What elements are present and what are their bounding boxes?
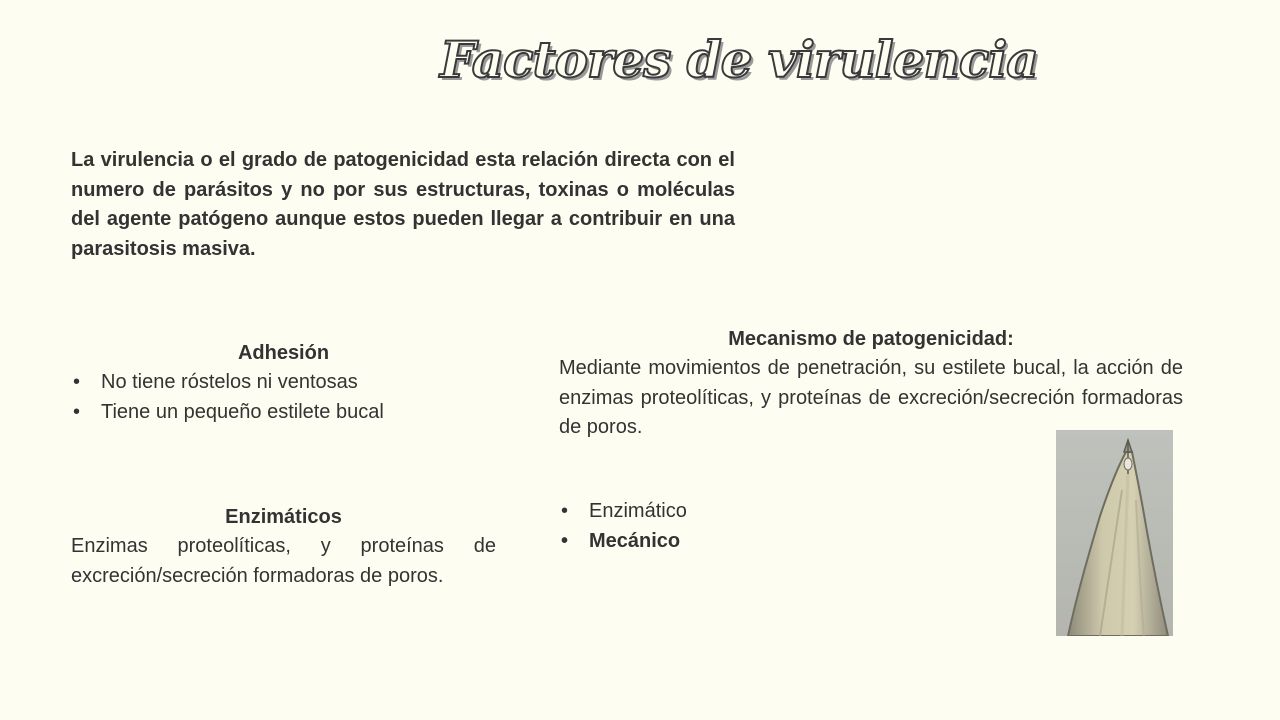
slide-title: Factores de virulencia [440,30,1038,89]
enzimaticos-section [71,503,496,591]
mecanismo-text: Mediante movimientos de penetración, su estilete bucal, la acción de enzimas proteolíticas, y proteínas de excreción/secreción formadoras de poros. [559,357,1183,438]
mecanismo-heading: Mecanismo de patogenicidad: [728,328,1014,350]
list-item: • Mecánico [559,527,859,557]
list-item: • Tiene un pequeño estilete bucal [71,398,496,428]
intro-paragraph: La virulencia o el grado de patogenicidad esta relación directa con el numero de parásitos y no por sus estructuras, toxinas o moléculas del agente patógeno aunque estos pueden llegar a contribuir en una parasitosis masiva. [71,149,735,260]
list-item: • No tiene róstelos ni ventosas [71,368,496,398]
adhesion-heading: Adhesión [237,342,330,364]
enzimaticos-text: Enzimas proteolíticas, y proteínas de excreción/secreción formadoras de poros. [71,535,496,587]
nematode-micrograph-icon [1056,430,1173,636]
enzimaticos-heading: Enzimáticos [225,506,342,528]
adhesion-section [71,339,496,427]
mecanismo-section [559,325,1183,443]
adhesion-list [71,368,496,427]
list-item: • Enzimático [559,497,859,527]
mecanismo-list [559,497,859,556]
